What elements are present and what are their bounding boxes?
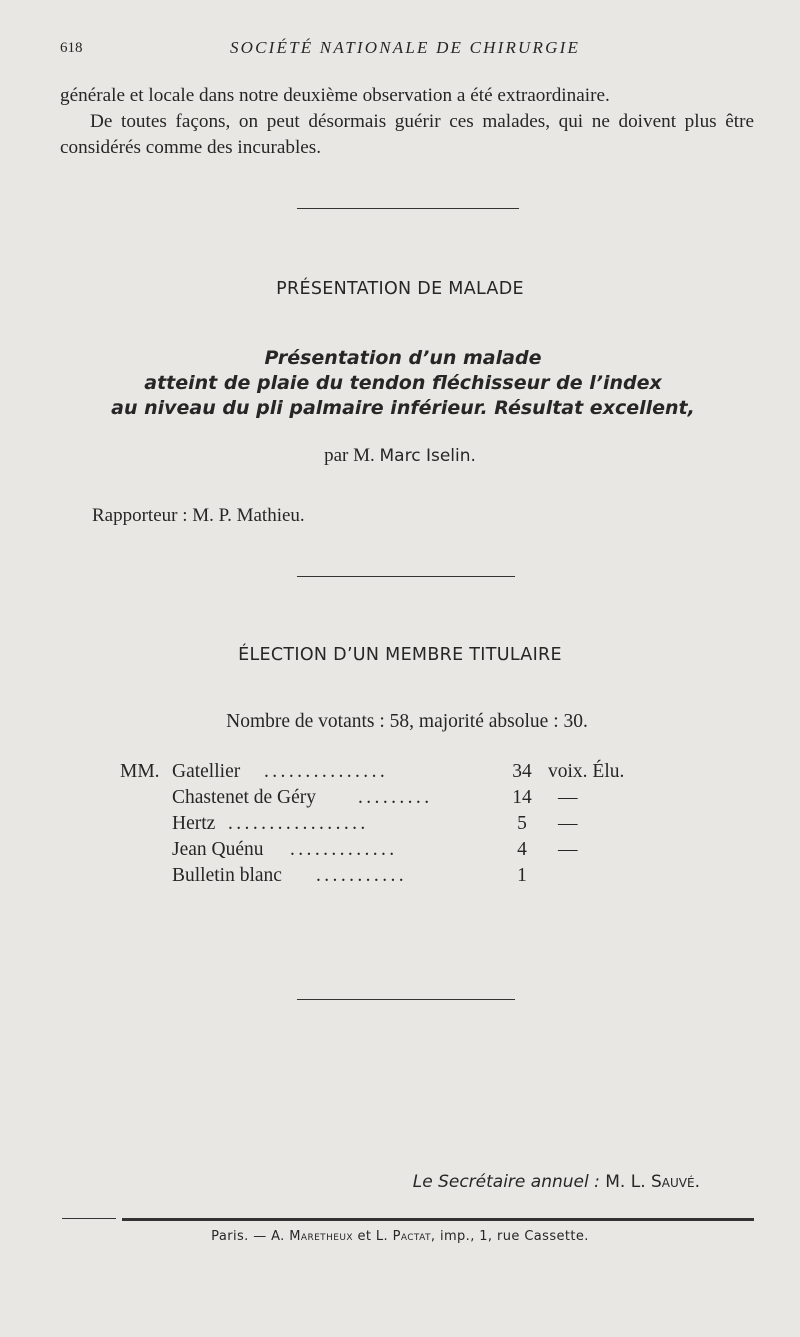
journal-title: SOCIÉTÉ NATIONALE DE CHIRURGIE	[229, 38, 581, 57]
election-results	[120, 761, 680, 891]
result-prefix: MM.	[120, 761, 160, 782]
rapporteur: Rapporteur : M. P. Mathieu.	[92, 505, 305, 526]
secretary-name: Sauvé.	[651, 1172, 700, 1192]
imprint-and: et L.	[357, 1229, 389, 1244]
candidate-name: Hertz	[172, 813, 216, 834]
imprint-address: , imp., 1, rue Cassette.	[430, 1229, 589, 1244]
body-text	[60, 83, 754, 161]
result-row	[120, 813, 680, 839]
presentation-title-line: au niveau du pli palmaire inférieur. Résultat excellent,	[111, 397, 695, 419]
page-number: 618	[60, 40, 83, 56]
vote-note: —	[558, 839, 578, 860]
paragraph: générale et locale dans notre deuxième observation a été extraordinaire.	[60, 85, 610, 106]
secretary-label: Le Secrétaire annuel :	[412, 1172, 600, 1192]
footer-rule	[122, 1218, 754, 1221]
footer-rule	[62, 1218, 116, 1219]
result-row	[120, 865, 680, 891]
vote-summary: Nombre de votants : 58, majorité absolue : 30.	[226, 711, 588, 732]
leader-dots: ...........	[316, 865, 408, 886]
author-name: Marc Iselin.	[379, 446, 476, 466]
vote-count: 34	[512, 761, 532, 782]
running-head	[60, 38, 750, 62]
vote-note: —	[558, 813, 578, 834]
imprint-printer: Pactat	[392, 1229, 431, 1244]
result-row	[120, 839, 680, 865]
section-divider	[297, 576, 515, 577]
leader-dots: .........	[358, 787, 433, 808]
vote-note: —	[558, 787, 578, 808]
presentation-title-line: atteint de plaie du tendon fléchisseur de l’index	[144, 372, 662, 394]
section-divider	[297, 208, 519, 209]
candidate-name: Jean Quénu	[172, 839, 264, 860]
vote-count: 14	[512, 787, 532, 808]
candidate-name: Bulletin blanc	[172, 865, 282, 886]
secretary-signature	[413, 1172, 700, 1192]
imprint-city: Paris. — A.	[211, 1229, 285, 1244]
leader-dots: .............	[290, 839, 398, 860]
byline-prefix: par M.	[324, 445, 375, 466]
vote-count: 5	[517, 813, 527, 834]
paragraph: De toutes façons, on peut désormais guérir ces malades, qui ne doivent plus être considérés comme des incurables.	[60, 111, 754, 158]
byline	[0, 445, 800, 467]
presentation-heading: PRÉSENTATION DE MALADE	[276, 279, 524, 299]
imprint-printer: Maretheux	[289, 1229, 353, 1244]
section-divider	[297, 999, 515, 1000]
leader-dots: ...............	[264, 761, 389, 782]
result-row	[120, 761, 680, 787]
vote-note: voix. Élu.	[548, 761, 625, 782]
vote-count: 4	[517, 839, 527, 860]
candidate-name: Chastenet de Géry	[172, 787, 317, 808]
result-row	[120, 787, 680, 813]
election-heading: ÉLECTION D’UN MEMBRE TITULAIRE	[238, 645, 562, 665]
leader-dots: .................	[228, 813, 369, 834]
candidate-name: Gatellier	[172, 761, 241, 782]
presentation-title-line: Présentation d’un malade	[264, 347, 542, 369]
secretary-name-prefix: M. L.	[605, 1172, 646, 1192]
vote-count: 1	[517, 865, 527, 886]
printer-imprint	[0, 1229, 800, 1244]
